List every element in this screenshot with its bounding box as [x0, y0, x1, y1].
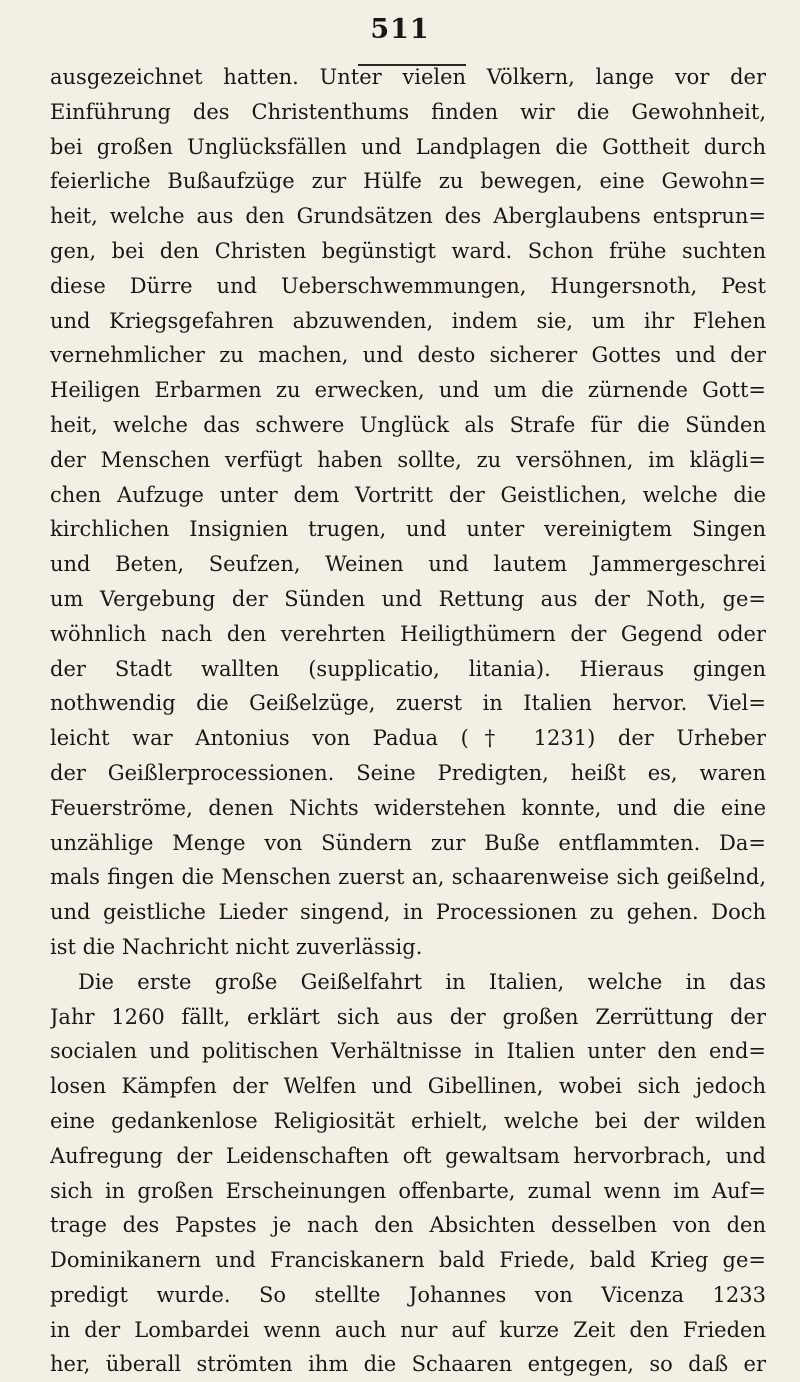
text-line: in der Lombardei wenn auch nur auf kurze Zeit den Frieden [50, 1317, 766, 1342]
text-line: sich in großen Erscheinungen offenbarte, zumal wenn im Auf= [50, 1178, 766, 1203]
text-line: Jahr 1260 fällt, erklärt sich aus der großen Zerrüttung der [50, 1004, 766, 1029]
paragraph-start-line: Die erste große Geißelfahrt in Italien, welche in das [78, 969, 766, 994]
text-line: Aufregung der Leidenschaften oft gewaltsam hervorbrach, und [50, 1143, 766, 1168]
text-line: predigt wurde. So stellte Johannes von Vicenza 1233 [50, 1282, 766, 1307]
text-line: um Vergebung der Sünden und Rettung aus der Noth, ge= [50, 586, 766, 611]
text-line: und Kriegsgefahren abzuwenden, indem sie, um ihr Flehen [50, 308, 766, 333]
text-line: wöhnlich nach den verehrten Heiligthümern der Gegend oder [50, 621, 766, 646]
text-line: socialen und politischen Verhältnisse in Italien unter den end= [50, 1039, 766, 1064]
text-line: diese Dürre und Ueberschwemmungen, Hungersnoth, Pest [50, 273, 766, 298]
text-line: der Geißlerprocessionen. Seine Predigten, heißt es, waren [50, 760, 766, 785]
text-line: kirchlichen Insignien trugen, und unter vereinigtem Singen [50, 517, 766, 542]
text-line: chen Aufzuge unter dem Vortritt der Geistlichen, welche die [50, 482, 766, 507]
text-line: losen Kämpfen der Welfen und Gibellinen, wobei sich jedoch [50, 1074, 766, 1099]
paragraph-end-line: ist die Nachricht nicht zuverlässig. [50, 934, 423, 959]
text-line: Dominikanern und Franciskanern bald Friede, bald Krieg ge= [50, 1248, 766, 1273]
text-line: Heiligen Erbarmen zu erwecken, und um die zürnende Gott= [50, 378, 766, 403]
text-line: ausgezeichnet hatten. Unter vielen Völkern, lange vor der [50, 65, 766, 89]
page-number: 511 [370, 14, 430, 45]
text-line: der Stadt wallten (supplicatio, litania). Hieraus gingen [50, 656, 766, 681]
text-line: bei großen Unglücksfällen und Landplagen die Gottheit durch [50, 134, 766, 159]
text-line: mals fingen die Menschen zuerst an, schaarenweise sich geißelnd, [50, 865, 766, 890]
text-line: nothwendig die Geißelzüge, zuerst in Italien hervor. Viel= [50, 691, 766, 716]
text-line: heit, welche das schwere Unglück als Strafe für die Sünden [50, 412, 766, 437]
text-line: gen, bei den Christen begünstigt ward. Schon frühe suchten [50, 238, 766, 263]
text-line: unzählige Menge von Sündern zur Buße entflammten. Da= [50, 830, 766, 855]
text-line: Einführung des Christenthums finden wir die Gewohnheit, [50, 99, 766, 124]
text-line: her, überall strömten ihm die Schaaren entgegen, so daß er [50, 1352, 766, 1377]
text-line: feierliche Bußaufzüge zur Hülfe zu bewegen, eine Gewohn= [50, 169, 766, 194]
text-line: vernehmlicher zu machen, und desto sicherer Gottes und der [50, 343, 766, 368]
text-line: und Beten, Seufzen, Weinen und lautem Jammergeschrei [50, 552, 766, 577]
text-line: der Menschen verfügt haben sollte, zu versöhnen, im klägli= [50, 447, 766, 472]
text-line: und geistliche Lieder singend, in Processionen zu gehen. Doch [50, 900, 766, 925]
text-line: eine gedankenlose Religiosität erhielt, welche bei der wilden [50, 1108, 766, 1133]
text-line: heit, welche aus den Grundsätzen des Aberglaubens entsprun= [50, 204, 766, 229]
text-line: Feuerströme, denen Nichts widerstehen konnte, und die eine [50, 795, 766, 820]
text-line: leicht war Antonius von Padua († 1231) der Urheber [50, 726, 766, 751]
text-line: trage des Papstes je nach den Absichten desselben von den [50, 1213, 766, 1238]
body-text [50, 60, 766, 1382]
